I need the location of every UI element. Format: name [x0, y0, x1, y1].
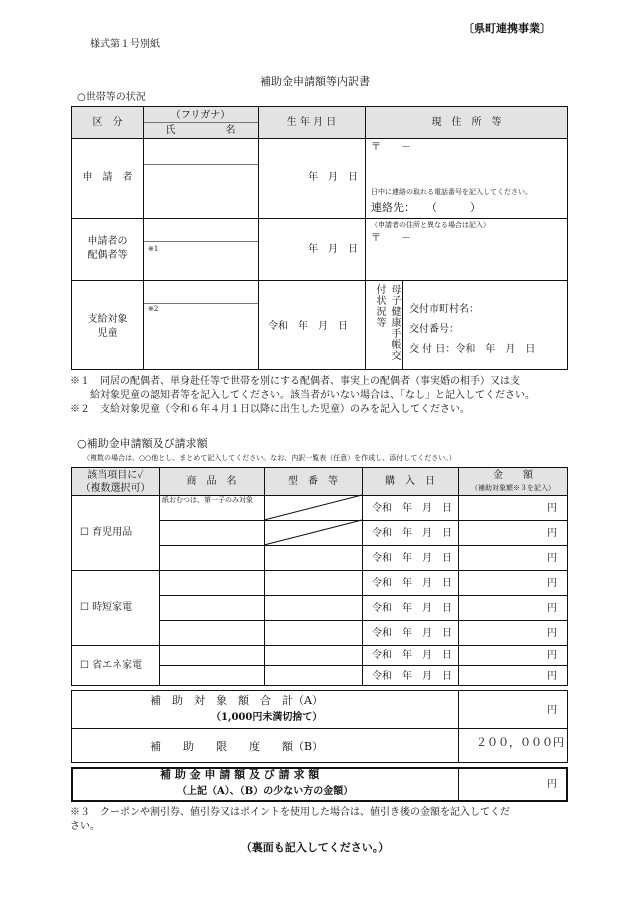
amount-yen-row-4[interactable]: 円: [547, 578, 557, 589]
applicant-label: 申 請 者: [82, 172, 133, 183]
footnote-3: ※３ クーポンや割引券、値引券又はポイントを使用した場合は、値引き後の金額を記入してくだ: [70, 807, 510, 818]
purchase-date-row-7[interactable]: 令和 年 月 日: [372, 650, 452, 661]
handbook-issue-date[interactable]: 交 付 日：令和 年 月 日: [409, 344, 536, 355]
spouse-label-line2: 配偶者等: [87, 250, 128, 261]
claim-section-note: （複数の場合は、○○他とし、まとめて記入してください。なお、内訳一覧表（任意）を作成し、添付してください。）: [83, 454, 456, 462]
document-title: 補助金申請額等内訳書: [260, 75, 370, 88]
address-header: 現 住 所 等: [431, 117, 502, 128]
spouse-postal[interactable]: 〒 －: [371, 233, 411, 244]
amount-yen-row-5[interactable]: 円: [547, 603, 557, 614]
product-header: 商 品 名: [186, 476, 237, 487]
purchase-date-row-4[interactable]: 令和 年 月 日: [372, 578, 452, 589]
form-number: 様式第１号別紙: [90, 39, 160, 50]
category-time-saving-appliances[interactable]: ☐ 時短家電: [80, 602, 133, 613]
purchase-date-row-8[interactable]: 令和 年 月 日: [372, 671, 452, 682]
check-header-line2: （複数選択可）: [80, 483, 151, 494]
footnote-3-cont: さい。: [70, 821, 100, 832]
applicant-postal[interactable]: 〒 －: [371, 142, 411, 153]
spouse-birthdate[interactable]: 年 月 日: [308, 244, 358, 255]
spouse-label-line1: 申請者の: [87, 236, 128, 247]
final-amount-label: 補 助 金 申 請 額 及 び 請 求 額: [160, 768, 320, 781]
purchase-date-row-2[interactable]: 令和 年 月 日: [372, 528, 452, 539]
subtotal-amount[interactable]: 円: [547, 705, 557, 716]
subtotal-note: （1,000円未満切捨て）: [211, 712, 323, 723]
household-note-1: ※１ 同居の配偶者、単身赴任等で世帯を別にする配偶者、事実上の配偶者（事実婚の相手）又は支: [70, 376, 520, 387]
program-tag: 〔県町連携事業〕: [463, 22, 551, 35]
birthdate-header: 生 年 月 日: [286, 117, 337, 128]
handbook-municipality[interactable]: 交付市町村名：: [409, 304, 479, 315]
claim-section-title: ○補助金申請額及び請求額: [77, 437, 208, 450]
spouse-address-note: （申請者の住所と異なる場合は記入）: [371, 221, 490, 229]
category-header: 区 分: [92, 117, 123, 128]
child-label-line1: 支給対象: [87, 314, 128, 325]
limit-label: 補 助 限 度 額（B）: [150, 740, 324, 753]
applicant-contact[interactable]: 連絡先： （ ）: [371, 201, 481, 214]
household-note-2: ※２ 支給対象児童（令和６年４月１日以降に出生した児童）のみを記入してください。: [70, 404, 470, 415]
category-energy-saving-appliances[interactable]: ☐ 省エネ家電: [80, 660, 143, 671]
purchase-date-row-3[interactable]: 令和 年 月 日: [372, 553, 452, 564]
purchase-date-row-5[interactable]: 令和 年 月 日: [372, 603, 452, 614]
check-header-line1: 該当項目に✓: [87, 470, 144, 481]
applicant-birthdate[interactable]: 年 月 日: [308, 172, 358, 183]
amount-header: 金 額: [493, 470, 533, 481]
household-section-title: ○世帯等の状況: [77, 92, 146, 103]
purchase-date-row-1[interactable]: 令和 年 月 日: [372, 503, 452, 514]
diaper-note: 紙おむつは、第一子のみ対象: [162, 496, 253, 504]
amount-yen-row-7[interactable]: 円: [547, 650, 557, 661]
final-amount-note: （上記（A）、（B）の少ない方の金額）: [177, 786, 354, 797]
handbook-label: 母子健康手帳交付状況等: [374, 284, 400, 361]
amount-header-note: （補助対象額※３を記入）: [471, 484, 555, 492]
child-label-line2: 児童: [97, 328, 118, 339]
applicant-phone-note: 日中に連絡の取れる電話番号を記入してください。: [371, 188, 532, 196]
limit-amount: ２００，０００円: [476, 736, 564, 749]
household-note-1-cont: 給対象児童の認知者等を記入してください。該当者がいない場合は、「なし」と記入してください。: [70, 390, 535, 401]
amount-yen-row-8[interactable]: 円: [547, 671, 557, 682]
furigana-header: （フリガナ）: [170, 110, 231, 121]
purchase-date-header: 購 入 日: [385, 476, 435, 487]
spouse-footnote-mark: ※1: [148, 245, 159, 253]
amount-yen-row-1[interactable]: 円: [547, 503, 557, 514]
purchase-date-row-6[interactable]: 令和 年 月 日: [372, 628, 452, 639]
category-childcare-goods[interactable]: ☐ 育児用品: [80, 527, 133, 538]
back-side-notice: （裏面も記入してください。）: [240, 841, 390, 854]
amount-yen-row-2[interactable]: 円: [547, 528, 557, 539]
child-footnote-mark: ※2: [148, 305, 159, 313]
name-header: 氏 名: [165, 125, 236, 136]
model-header: 型 番 等: [288, 476, 338, 487]
amount-yen-row-3[interactable]: 円: [547, 553, 557, 564]
amount-yen-row-6[interactable]: 円: [547, 628, 557, 639]
child-birthdate[interactable]: 令和 年 月 日: [268, 321, 348, 332]
handbook-issue-number[interactable]: 交付番号：: [409, 324, 459, 335]
final-amount-value[interactable]: 円: [547, 779, 557, 790]
subtotal-label: 補 助 対 象 額 合 計（A）: [150, 694, 323, 707]
